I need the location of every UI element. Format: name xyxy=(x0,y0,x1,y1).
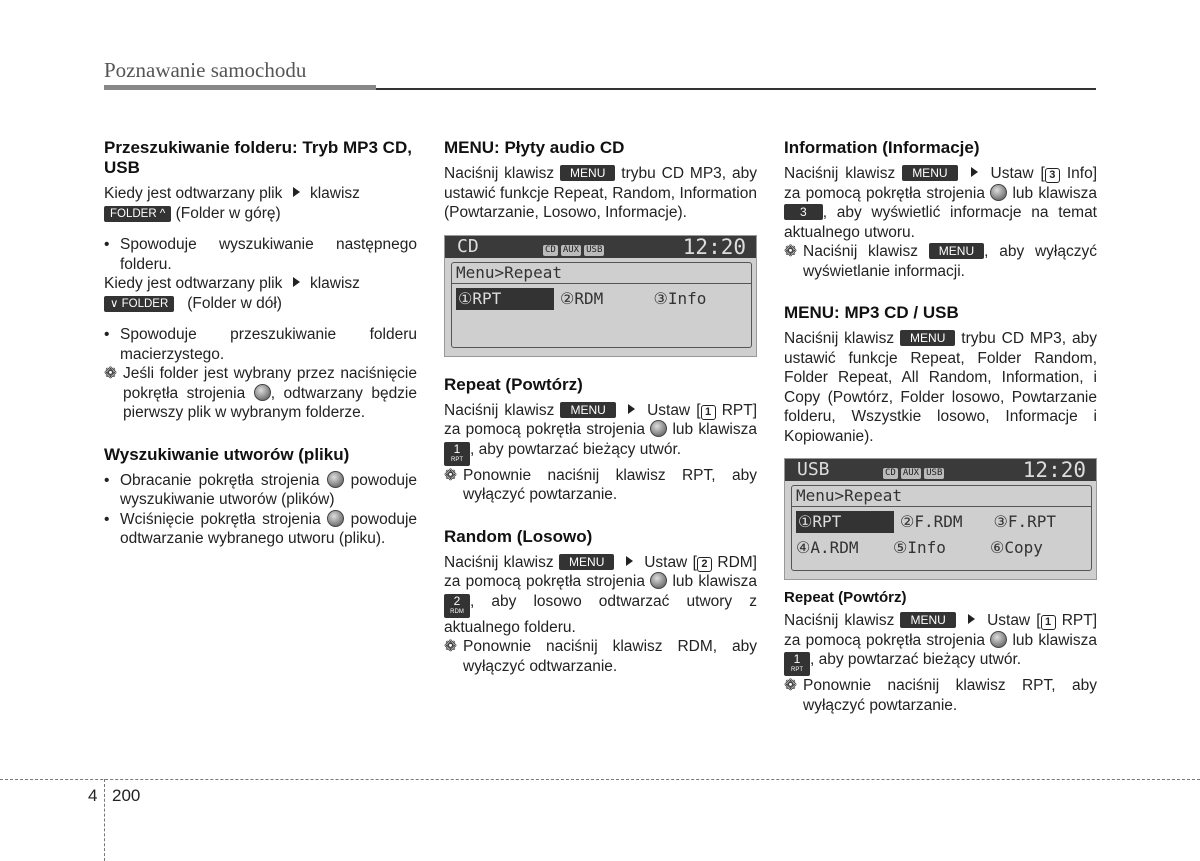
text: lub klawisza xyxy=(672,573,757,590)
section-title: Information (Informacje) xyxy=(784,138,980,157)
note xyxy=(104,364,417,423)
lcd-option-row xyxy=(792,507,1091,533)
lcd-badge: AUX xyxy=(902,468,920,478)
paragraph xyxy=(444,164,757,223)
section-random xyxy=(444,527,757,677)
lcd-screen-cd xyxy=(444,235,757,357)
key-3: 3 xyxy=(784,204,823,220)
text: Obracanie pokrętła strojenia xyxy=(120,471,320,489)
key-number: 1 xyxy=(453,441,461,456)
text: Info] za pomocą pokrętła strojenia xyxy=(784,165,1098,202)
tuning-knob-icon xyxy=(650,572,667,589)
paragraph-folder-up xyxy=(104,184,417,223)
rdm-key-2 xyxy=(444,594,470,618)
menu-key: MENU xyxy=(560,165,615,181)
note xyxy=(444,466,757,505)
footer-rule xyxy=(0,779,1200,780)
text: Naciśnij klawisz xyxy=(444,401,555,419)
lcd-status-bar xyxy=(445,236,756,258)
menu-key: MENU xyxy=(559,554,614,570)
lcd-badge: CD xyxy=(885,468,896,478)
lcd-option: ③Info xyxy=(653,288,707,308)
text: Ustaw [ xyxy=(987,612,1041,629)
tuning-knob-icon xyxy=(990,184,1007,201)
list-item: • Spowoduje wyszukiwanie następnego folderu. xyxy=(104,235,417,274)
folder-up-key: FOLDER ^ xyxy=(104,206,171,222)
text: lub klawisza xyxy=(1012,631,1097,649)
text: (Folder w górę) xyxy=(175,204,281,222)
text: Ustaw [ xyxy=(647,401,701,419)
section-title: Przeszukiwanie folderu: Tryb MP3 CD, USB xyxy=(104,138,412,177)
section-folder-search xyxy=(104,138,417,423)
text: Naciśnij klawisz xyxy=(803,243,918,260)
menu-key: MENU xyxy=(560,402,615,418)
text: , aby losowo odtwarzać utwory z aktualnego folderu. xyxy=(444,592,757,636)
text: RDM] za pomocą pokrętła strojenia xyxy=(444,553,757,590)
key-label: RPT xyxy=(451,456,463,463)
paragraph xyxy=(444,553,757,638)
note-mark-icon: ❁ xyxy=(784,677,797,694)
menu-key: MENU xyxy=(900,612,955,628)
section-title: Random (Losowo) xyxy=(444,526,593,546)
note-mark-icon: ❁ xyxy=(444,638,457,655)
header-rule-thin xyxy=(376,88,1096,90)
lcd-status-bar xyxy=(785,459,1096,481)
menu-key: MENU xyxy=(902,165,957,181)
section-track-search xyxy=(104,445,417,549)
key-number: 1 xyxy=(793,652,801,666)
note-mark-icon: ❁ xyxy=(104,365,117,382)
number-box: 1 xyxy=(1041,615,1056,630)
section-information xyxy=(784,138,1097,281)
text: powoduje odtwarzanie wybranego utworu (pliku). xyxy=(120,510,418,547)
key-number: 2 xyxy=(453,593,461,608)
rpt-key-1 xyxy=(784,652,810,676)
rpt-key-1 xyxy=(444,442,470,466)
chapter-number: 4 xyxy=(88,786,98,805)
paragraph-folder-down xyxy=(104,274,417,313)
play-triangle-icon xyxy=(968,614,975,624)
header-rule-thick xyxy=(104,85,376,90)
note-mark-icon: ❁ xyxy=(784,243,797,260)
lcd-screen-usb xyxy=(784,458,1097,580)
tuning-knob-icon xyxy=(327,471,344,488)
lcd-badge: AUX xyxy=(562,244,580,255)
lcd-badges xyxy=(543,241,607,261)
text: Ponownie naciśnij klawisz RDM, aby wyłączyć odtwarzanie. xyxy=(463,638,757,675)
section-menu-cd xyxy=(444,138,757,357)
text: Naciśnij klawisz xyxy=(784,612,895,629)
note xyxy=(784,676,1097,715)
text: powoduje wyszukiwanie utworów (plików) xyxy=(120,471,418,508)
text: trybu CD MP3, aby ustawić funkcje Repeat, Random, Information (Powtarzanie, Losowo, Informacje). xyxy=(444,165,757,221)
text: , aby powtarzać bieżący utwór. xyxy=(470,440,682,458)
lcd-badge: USB xyxy=(586,244,603,255)
paragraph xyxy=(784,164,1097,242)
tuning-knob-icon xyxy=(327,510,344,527)
text: Kiedy jest odtwarzany plik xyxy=(104,185,283,202)
subsection-title: Repeat (Powtórz) xyxy=(784,589,907,606)
lcd-option-row xyxy=(452,284,751,310)
lcd-badge: USB xyxy=(926,468,943,478)
section-title: MENU: Płyty audio CD xyxy=(444,138,625,157)
text: , aby powtarzać bieżący utwór. xyxy=(810,651,1022,668)
text: RPT] za pomocą pokrętła strojenia xyxy=(444,401,757,438)
lcd-option: ②F.RDM xyxy=(900,512,963,531)
paragraph xyxy=(784,611,1097,676)
text: Wciśnięcie pokrętła strojenia xyxy=(120,510,321,528)
lcd-option-selected: ①RPT xyxy=(796,511,894,533)
note-mark-icon: ❁ xyxy=(444,466,457,484)
lcd-menu-box xyxy=(791,485,1092,571)
note xyxy=(784,242,1097,281)
header-title: Poznawanie samochodu xyxy=(104,58,307,82)
play-triangle-icon xyxy=(293,277,300,287)
number-box: 1 xyxy=(701,405,716,420)
text: trybu CD MP3, aby ustawić funkcje Repeat, Folder Random, Folder Repeat, All Random, Information, i Copy (Powtórz, Folder losowo, Powtarzanie folderu, Wszystkie losowo, Informacje i Kopiowanie). xyxy=(784,330,1097,445)
lcd-breadcrumb: Menu>Repeat xyxy=(452,263,751,284)
key-label: RDM xyxy=(450,608,464,615)
text: , aby wyświetlić informacje na temat aktualnego utworu. xyxy=(784,204,1097,241)
lcd-option: ④A.RDM xyxy=(796,538,859,557)
section-repeat xyxy=(444,375,757,505)
play-triangle-icon xyxy=(626,556,633,566)
lcd-option: ③F.RPT xyxy=(993,512,1057,531)
column-3 xyxy=(784,138,1097,715)
text: lub klawisza xyxy=(1012,184,1097,202)
lcd-option: ⑥Copy xyxy=(990,538,1043,557)
key-label: RPT xyxy=(791,667,803,673)
lcd-option: ⑤Info xyxy=(893,538,946,557)
text: lub klawisza xyxy=(672,421,757,438)
text: klawisz xyxy=(309,185,360,202)
number-box: 3 xyxy=(1045,168,1060,183)
section-title: Repeat (Powtórz) xyxy=(444,374,583,394)
list-item xyxy=(104,510,417,549)
section-title: MENU: MP3 CD / USB xyxy=(784,303,959,322)
text: Naciśnij klawisz xyxy=(444,553,554,571)
footer-vertical-rule xyxy=(104,779,105,861)
text: RPT] za pomocą pokrętła strojenia xyxy=(784,612,1097,649)
lcd-menu-box xyxy=(451,262,752,348)
section-menu-mp3-usb xyxy=(784,303,1097,715)
play-triangle-icon xyxy=(971,167,978,177)
text: Ponownie naciśnij klawisz RPT, aby wyłączyć powtarzanie. xyxy=(463,466,757,503)
play-triangle-icon xyxy=(628,404,635,414)
lcd-option-selected: ①RPT xyxy=(456,288,554,310)
lcd-badge: CD xyxy=(545,244,556,255)
text: Naciśnij klawisz xyxy=(784,165,896,182)
tuning-knob-icon xyxy=(254,384,271,401)
tuning-knob-icon xyxy=(650,420,667,437)
column-2 xyxy=(444,138,757,676)
page-number: 200 xyxy=(112,786,141,805)
lcd-option-row xyxy=(792,533,1091,559)
text: Naciśnij klawisz xyxy=(444,165,555,182)
paragraph xyxy=(784,329,1097,446)
text: Naciśnij klawisz xyxy=(784,330,895,347)
list-item: • Spowoduje przeszukiwanie folderu macierzystego. xyxy=(104,325,417,364)
list-item xyxy=(104,471,417,510)
folder-down-key: ∨ FOLDER xyxy=(104,296,174,312)
lcd-mode: USB xyxy=(797,459,830,480)
text: Ustaw [ xyxy=(644,553,697,571)
paragraph xyxy=(444,401,757,466)
text: klawisz xyxy=(309,275,360,292)
section-title: Wyszukiwanie utworów (pliku) xyxy=(104,444,350,464)
tuning-knob-icon xyxy=(990,631,1007,648)
text: , odtwarzany będzie pierwszy plik w wybranym folderze. xyxy=(123,384,417,421)
text: , aby wyłączyć wyświetlanie informacji. xyxy=(803,243,1097,280)
lcd-option: ②RDM xyxy=(560,288,604,308)
note xyxy=(444,637,757,676)
menu-key: MENU xyxy=(929,243,984,259)
lcd-clock: 12:20 xyxy=(682,234,746,259)
text: Ponownie naciśnij klawisz RPT, aby wyłączyć powtarzanie. xyxy=(803,677,1097,714)
number-box: 2 xyxy=(697,557,712,572)
play-triangle-icon xyxy=(293,187,300,197)
text: Jeśli folder jest wybrany przez naciśnięcie pokrętła strojenia xyxy=(123,365,417,402)
lcd-mode: CD xyxy=(457,235,479,257)
text: (Folder w dół) xyxy=(187,294,282,312)
lcd-clock: 12:20 xyxy=(1022,458,1086,482)
menu-key: MENU xyxy=(900,330,955,346)
lcd-breadcrumb: Menu>Repeat xyxy=(792,486,1091,507)
text: Ustaw [ xyxy=(990,165,1045,182)
lcd-badges xyxy=(883,464,947,484)
text: Kiedy jest odtwarzany plik xyxy=(104,275,283,292)
column-1 xyxy=(104,138,417,549)
